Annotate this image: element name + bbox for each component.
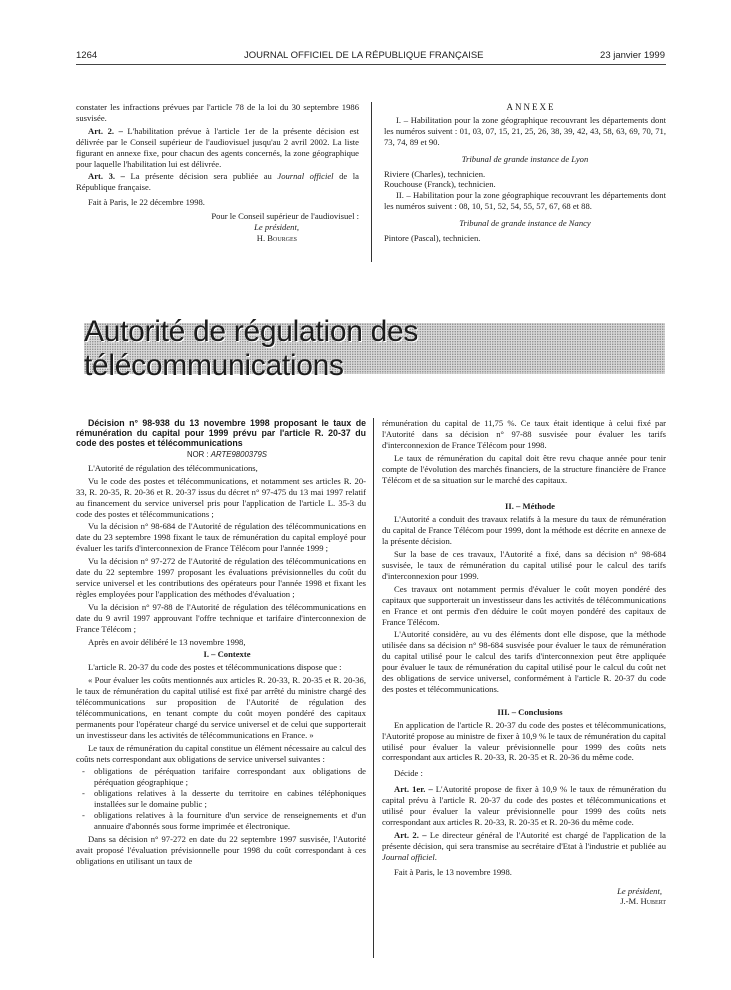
signature-surname: Bourges bbox=[267, 232, 297, 243]
article-3-text-a: La présente décision sera publiée au bbox=[124, 171, 278, 182]
nor-reference bbox=[76, 450, 366, 461]
continuation-1: rémunération du capital de 11,75 %. Ce taux était identique à celui fixé par l'Autorité dans sa décision n° 97-88 susvisée pour évaluer les tarifs d'interconnexion de France Télécom pour 1998. bbox=[382, 418, 666, 450]
journal-title: JOURNAL OFFICIEL DE LA RÉPUBLIQUE FRANÇAISE bbox=[244, 50, 484, 61]
context-4: Dans sa décision n° 97-272 en date du 22 septembre 1997 susvisée, l'Autorité avait proposé l'évaluation prévisionnelle pour 1998 du coût correspondant à ces obligations en utilisant un taux de bbox=[76, 833, 366, 866]
list-item: - obligations de péréquation tarifaire correspondant aux obligations de péréquation géographique ; bbox=[94, 766, 366, 788]
conclusion-1: En application de l'article R. 20-37 du code des postes et télécommunications, l'Autorité propose au ministre de fixer à 10,9 % le taux de rémunération du capital utilisé pour évaluer la valeur prévisionnelle pour 1999 des coûts nets correspondant aux articles R. 20-33, R. 20-35 et R. 20-36 du même code. bbox=[382, 719, 666, 763]
decision-signature-title: Le président, bbox=[617, 885, 662, 896]
signature-initial: H. bbox=[256, 232, 268, 243]
list-item: - obligations relatives à la desserte du territoire en cabines téléphoniques installées sur le domaine public ; bbox=[94, 788, 366, 810]
vu-4: Vu la décision n° 97-88 de l'Autorité de régulation des télécommunications en date du 9 avril 1997 approuvant l'offre technique et tarifaire d'interconnexion de France Télécom ; bbox=[76, 601, 366, 634]
decision-right-column bbox=[382, 418, 666, 907]
methode-2: Sur la base de ces travaux, l'Autorité a fixé, dans sa décision n° 98-684 susvisée, le taux de rémunération du capital utilisé pour le calcul des tarifs d'interconnexion pour 1999. bbox=[382, 549, 666, 581]
tribunal-nancy: Tribunal de grande instance de Nancy bbox=[459, 218, 591, 229]
article-3-text-b: de la République française. bbox=[76, 171, 359, 193]
vu-2: Vu la décision n° 98-684 de l'Autorité de régulation des télécommunications en date du 23 septembre 1998 fixant le taux de rémunération du capital employé pour évaluer les tarifs d'interconnexion de France Télécom pour l'année 1999 ; bbox=[76, 521, 366, 554]
cont-paragraph: constater les infractions prévues par l'article 78 de la loi du 30 septembre 1986 susvisée. bbox=[76, 102, 359, 123]
banner-title: Autorité de régulation des télécommunications bbox=[84, 314, 419, 382]
column-divider-top bbox=[371, 102, 372, 262]
article-2 bbox=[76, 126, 359, 170]
tribunal-lyon: Tribunal de grande instance de Lyon bbox=[461, 153, 589, 164]
continuation-2: Le taux de rémunération du capital doit être revu chaque année pour tenir compte de l'évolution des marchés financiers, de la structure financière de France Télécom et de sa situation sur le marché des capitaux. bbox=[382, 452, 666, 485]
person-riviere: Riviere (Charles), technicien. bbox=[384, 168, 486, 179]
decide: Décide : bbox=[394, 768, 423, 779]
nor-value: ARTE9800379S bbox=[210, 450, 268, 459]
signature-title: Le président, bbox=[254, 222, 299, 233]
article-2-label: Art. 2. – bbox=[394, 829, 427, 840]
annexe-item-2: II. – Habilitation pour la zone géographique recouvrant les départements dont les numéros suivent : 08, 10, 51, 52, 54, 55, 57, 67, 68 et 88. bbox=[384, 190, 666, 212]
decision-signature-surname: Hubert bbox=[640, 896, 666, 907]
context-quote: « Pour évaluer les coûts mentionnés aux articles R. 20-33, R. 20-35 et R. 20-36, le taux de rémunération du capital utilisé est fixé par arrêté du ministre chargé des télécommunications sur proposition de l'Autorité de régulation des télécommunications, en tenant compte du coût moyen pondéré des capitaux permanents pour l'opérateur chargé du service universel et de celui que supporterait un investisseur dans les activités de télécommunications en France. » bbox=[76, 675, 366, 740]
article-2-text-b: . bbox=[434, 851, 437, 862]
header-rule bbox=[76, 64, 666, 65]
article-3-journal: Journal officiel bbox=[277, 171, 334, 182]
top-left-column bbox=[76, 102, 359, 244]
methode-3: Ces travaux ont notamment permis d'évaluer le coût moyen pondéré des capitaux que supporterait un investisseur dans les activités de télécommunications en France et ont permis d'en déduire le coût moyen pondéré des capitaux de France Télécom. bbox=[382, 583, 666, 627]
section-methode: II. – Méthode bbox=[505, 501, 555, 512]
methode-1: L'Autorité a conduit des travaux relatifs à la mesure du taux de rémunération du capital de France Télécom pour 1999, dont la méthode est décrite en annexe de la présente décision. bbox=[382, 514, 666, 547]
article-3-label: Art. 3. – bbox=[88, 171, 125, 182]
nor-label: NOR : bbox=[186, 450, 211, 459]
decision-left-column bbox=[76, 418, 366, 869]
person-rouchouse: Rouchouse (Franck), technicien. bbox=[384, 179, 496, 190]
article-3 bbox=[76, 171, 359, 193]
decision-signature-name bbox=[382, 896, 666, 907]
section-contexte: I. – Contexte bbox=[203, 649, 251, 660]
annexe-title: ANNEXE bbox=[506, 102, 556, 112]
article-2-journal: Journal officiel bbox=[382, 851, 435, 862]
fait-a-paris: Fait à Paris, le 22 décembre 1998. bbox=[88, 197, 205, 208]
signature-for: Pour le Conseil supérieur de l'audiovisuel : bbox=[211, 211, 359, 222]
methode-4: L'Autorité considère, au vu des éléments dont elle dispose, que la méthode utilisée dans sa décision n° 98-684 susvisée pour évaluer le taux de rémunération du capital utilisé pour le calcul des tarifs d'interconnexion peut être appliquée pour évaluer le taux de rémunération du capital utilisé pour le calcul du coût net des obligations de service universel, conformément à l'article R. 20-37 du code des postes et télécommunications. bbox=[382, 629, 666, 694]
vu-3: Vu la décision n° 97-272 de l'Autorité de régulation des télécommunications en date du 22 septembre 1997 proposant les évaluations prévisionnelles du coût du service universel et les contributions des opérateurs pour l'année 1998 et fixant les règles employées pour l'application des méthodes d'évaluation ; bbox=[76, 556, 366, 599]
context-3: Le taux de rémunération du capital constitue un élément nécessaire au calcul des coûts nets correspondant aux obligations de service universel suivantes : bbox=[76, 742, 366, 764]
fait-a-paris-decision: Fait à Paris, le 13 novembre 1998. bbox=[394, 866, 512, 877]
article-2-text-a: Le directeur général de l'Autorité est chargé de l'application de la présente décision, qui sera transmise au secrétaire d'Etat à l'industrie et publiée au bbox=[382, 829, 666, 851]
decision-article-2 bbox=[382, 830, 666, 863]
decision-signature-initial: J.-M. bbox=[620, 896, 641, 907]
list-item: - obligations relatives à la fourniture d'un service de renseignements et d'un annuaire d'abonnés sous forme imprimée et électronique. bbox=[94, 810, 366, 832]
annexe-item-1: I. – Habilitation pour la zone géographique recouvrant les départements dont les numéros suivent : 01, 03, 07, 15, 21, 25, 26, 38, 39, 42, 43, 58, 63, 69, 70, 71, 73, 74, 89 et 90. bbox=[384, 114, 666, 147]
article-1-text: L'Autorité propose de fixer à 10,9 % le taux de rémunération du capital prévu à l'article R. 20-37 du code des postes et télécommunications et utilisé pour évaluer la valeur prévisionnelle pour 1999 des coûts nets correspondant aux articles R. 20-33, R. 20-35 et R. 20-36 du même code. bbox=[382, 784, 666, 827]
decision-title: Décision n° 98-938 du 13 novembre 1998 proposant le taux de rémunération du capital pour 1999 prévu par l'article R. 20-37 du code des postes et télécommunications bbox=[76, 418, 366, 448]
section-conclusions: III. – Conclusions bbox=[497, 706, 563, 717]
decision-article-1 bbox=[382, 784, 666, 828]
obligations-list bbox=[76, 766, 366, 831]
intro: L'Autorité de régulation des télécommunications, bbox=[88, 462, 258, 473]
annexe-column bbox=[384, 102, 666, 246]
issue-date: 23 janvier 1999 bbox=[600, 50, 665, 61]
column-divider-bottom bbox=[373, 418, 374, 958]
page-number: 1264 bbox=[76, 50, 98, 61]
vu-1: Vu le code des postes et télécommunications, et notamment ses articles R. 20-33, R. 20-35, R. 20-36 et R. 20-37 issus du décret n° 97-475 du 13 mai 1997 relatif au financement du service universel pris pour l'application de l'article L. 35-3 du code des postes et télécommunications ; bbox=[76, 475, 366, 519]
context-1: L'article R. 20-37 du code des postes et télécommunications dispose que : bbox=[88, 662, 342, 673]
section-banner bbox=[84, 314, 665, 382]
article-2-text: L'habilitation prévue à l'article 1er de la présente décision est délivrée par le Conseil supérieur de l'audiovisuel jusqu'au 2 avril 2002. La liste figurant en annexe fixe, pour chacun des agents concernés, la zone géographique pour laquelle l'habilitation lui est délivrée. bbox=[76, 125, 359, 169]
article-1-label: Art. 1er. – bbox=[394, 784, 433, 795]
article-2-label: Art. 2. – bbox=[88, 125, 123, 136]
person-pintore: Pintore (Pascal), technicien. bbox=[384, 233, 481, 244]
signature-name bbox=[76, 233, 359, 244]
apres-delibere: Après en avoir délibéré le 13 novembre 1998, bbox=[88, 636, 246, 647]
